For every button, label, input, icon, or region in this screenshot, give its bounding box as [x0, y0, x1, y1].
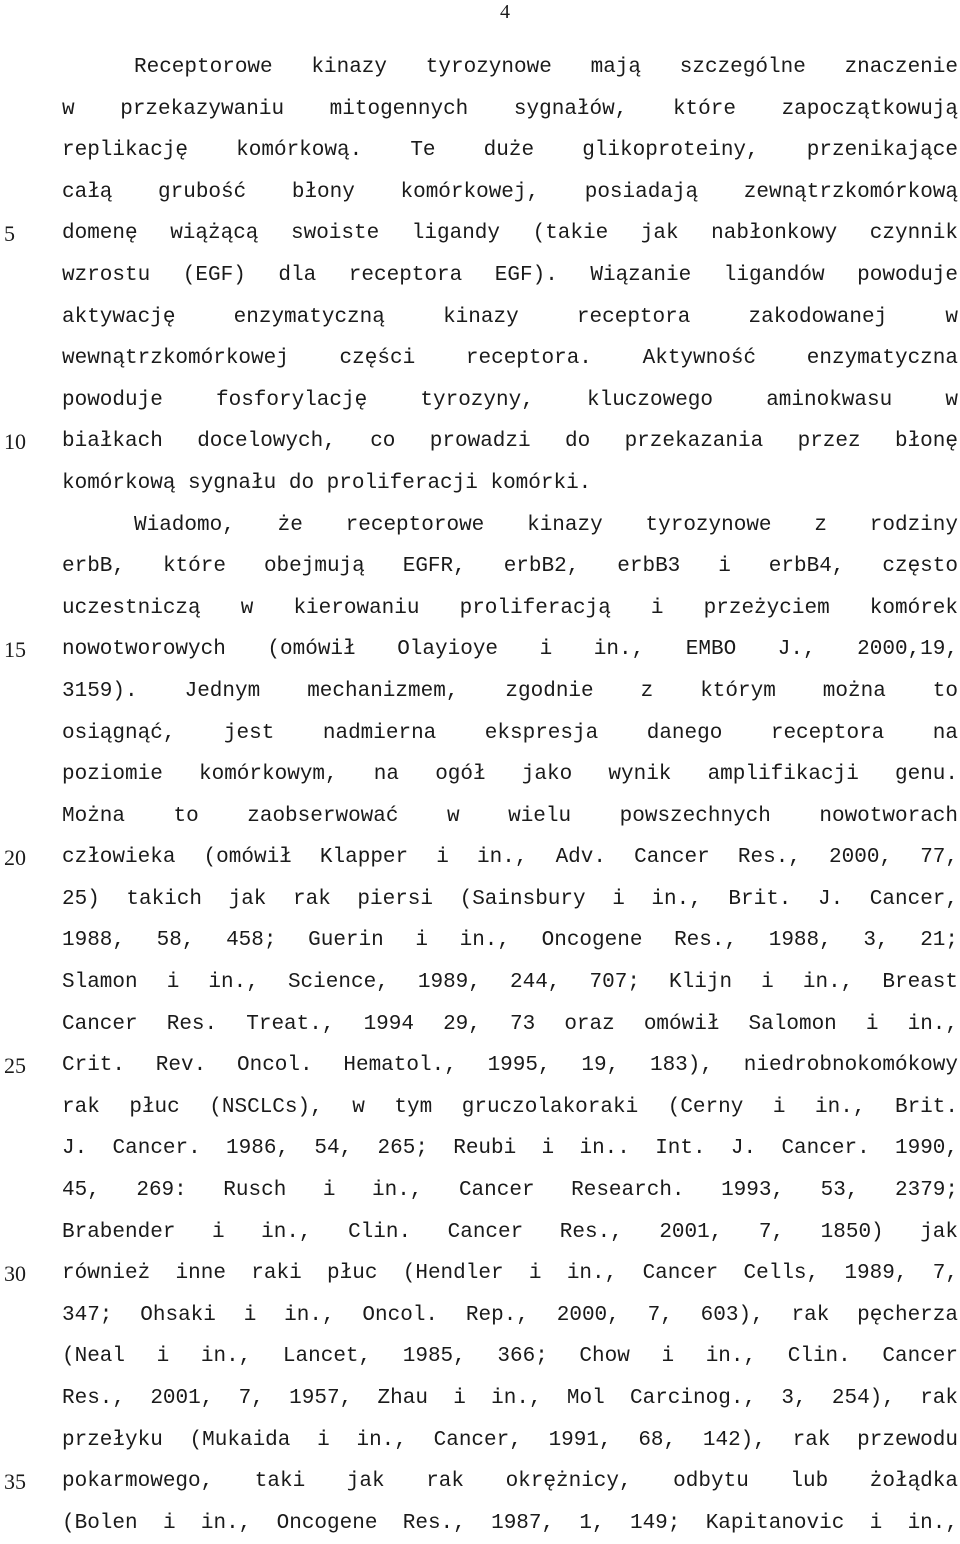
- page-number: 4: [500, 1, 510, 23]
- text-line: domenę wiążącą swoiste ligandy (takie jak nabłonkowy czynnik: [62, 222, 958, 246]
- text-line: w przekazywaniu mitogennych sygnałów, które zapoczątkowują: [62, 97, 958, 121]
- text-line: poziomie komórkowym, na ogół jako wynik amplifikacji genu.: [62, 763, 958, 787]
- text-line: pokarmowego, taki jak rak okrężnicy, odbytu lub żołądka: [62, 1470, 958, 1494]
- text-line: 347; Ohsaki i in., Oncol. Rep., 2000, 7, 603), rak pęcherza: [62, 1303, 958, 1327]
- text-line: 45, 269: Rusch i in., Cancer Research. 1993, 53, 2379;: [62, 1179, 958, 1203]
- document-text-body: [62, 47, 958, 1544]
- text-line: nowotworowych (omówił Olayioye i in., EMBO J., 2000,19,: [62, 638, 958, 662]
- text-line: wzrostu (EGF) dla receptora EGF). Wiązanie ligandów powoduje: [62, 263, 958, 287]
- text-line: powoduje fosforylację tyrozyny, kluczowego aminokwasu w: [62, 388, 958, 412]
- text-line: aktywację enzymatyczną kinazy receptora zakodowanej w: [62, 305, 958, 329]
- text-line: Wiadomo, że receptorowe kinazy tyrozynowe z rodziny: [134, 513, 958, 537]
- margin-line-number: 20: [4, 845, 26, 871]
- text-line: J. Cancer. 1986, 54, 265; Reubi i in.. Int. J. Cancer. 1990,: [62, 1137, 958, 1161]
- margin-line-number: 10: [4, 429, 26, 455]
- text-line: Można to zaobserwować w wielu powszechnych nowotworach: [62, 804, 958, 828]
- text-line: komórkową sygnału do proliferacji komórki.: [62, 471, 592, 495]
- margin-line-number: 35: [4, 1469, 26, 1495]
- text-line: 1988, 58, 458; Guerin i in., Oncogene Res., 1988, 3, 21;: [62, 929, 958, 953]
- text-line: Cancer Res. Treat., 1994 29, 73 oraz omówił Salomon i in.,: [62, 1012, 958, 1036]
- text-line: uczestniczą w kierowaniu proliferacją i przeżyciem komórek: [62, 596, 958, 620]
- text-line: osiągnąć, jest nadmierna ekspresja danego receptora na: [62, 721, 958, 745]
- text-line: Slamon i in., Science, 1989, 244, 707; Klijn i in., Breast: [62, 971, 958, 995]
- text-line: Brabender i in., Clin. Cancer Res., 2001, 7, 1850) jak: [62, 1220, 958, 1244]
- text-line: wewnątrzkomórkowej części receptora. Aktywność enzymatyczna: [62, 347, 958, 371]
- text-line: (Neal i in., Lancet, 1985, 366; Chow i in., Clin. Cancer: [62, 1345, 958, 1369]
- text-line: erbB, które obejmują EGFR, erbB2, erbB3 i erbB4, często: [62, 555, 958, 579]
- text-line: również inne raki płuc (Hendler i in., Cancer Cells, 1989, 7,: [62, 1262, 958, 1286]
- text-line: Crit. Rev. Oncol. Hematol., 1995, 19, 183), niedrobnokomókowy: [62, 1054, 958, 1078]
- margin-line-number: 25: [4, 1053, 26, 1079]
- text-line: Receptorowe kinazy tyrozynowe mają szczególne znaczenie: [134, 56, 958, 79]
- text-line: 25) takich jak rak piersi (Sainsbury i in., Brit. J. Cancer,: [62, 887, 958, 911]
- text-line: człowieka (omówił Klapper i in., Adv. Cancer Res., 2000, 77,: [62, 846, 958, 870]
- text-line: Res., 2001, 7, 1957, Zhau i in., Mol Carcinog., 3, 254), rak: [62, 1387, 958, 1410]
- text-line: całą grubość błony komórkowej, posiadają zewnątrzkomórkową: [62, 180, 958, 204]
- text-line: białkach docelowych, co prowadzi do przekazania przez błonę: [62, 430, 958, 454]
- text-line: rak płuc (NSCLCs), w tym gruczolakoraki (Cerny i in., Brit.: [62, 1095, 958, 1119]
- margin-line-number: 5: [4, 221, 15, 247]
- margin-line-number: 30: [4, 1261, 26, 1287]
- text-line: 3159). Jednym mechanizmem, zgodnie z którym można to: [62, 679, 958, 703]
- text-line: przełyku (Mukaida i in., Cancer, 1991, 68, 142), rak przewodu: [62, 1428, 958, 1452]
- text-line: (Bolen i in., Oncogene Res., 1987, 1, 149; Kapitanovic i in.,: [62, 1511, 958, 1535]
- text-line: replikację komórkową. Te duże glikoproteiny, przenikające: [62, 139, 958, 163]
- margin-line-number: 15: [4, 637, 26, 663]
